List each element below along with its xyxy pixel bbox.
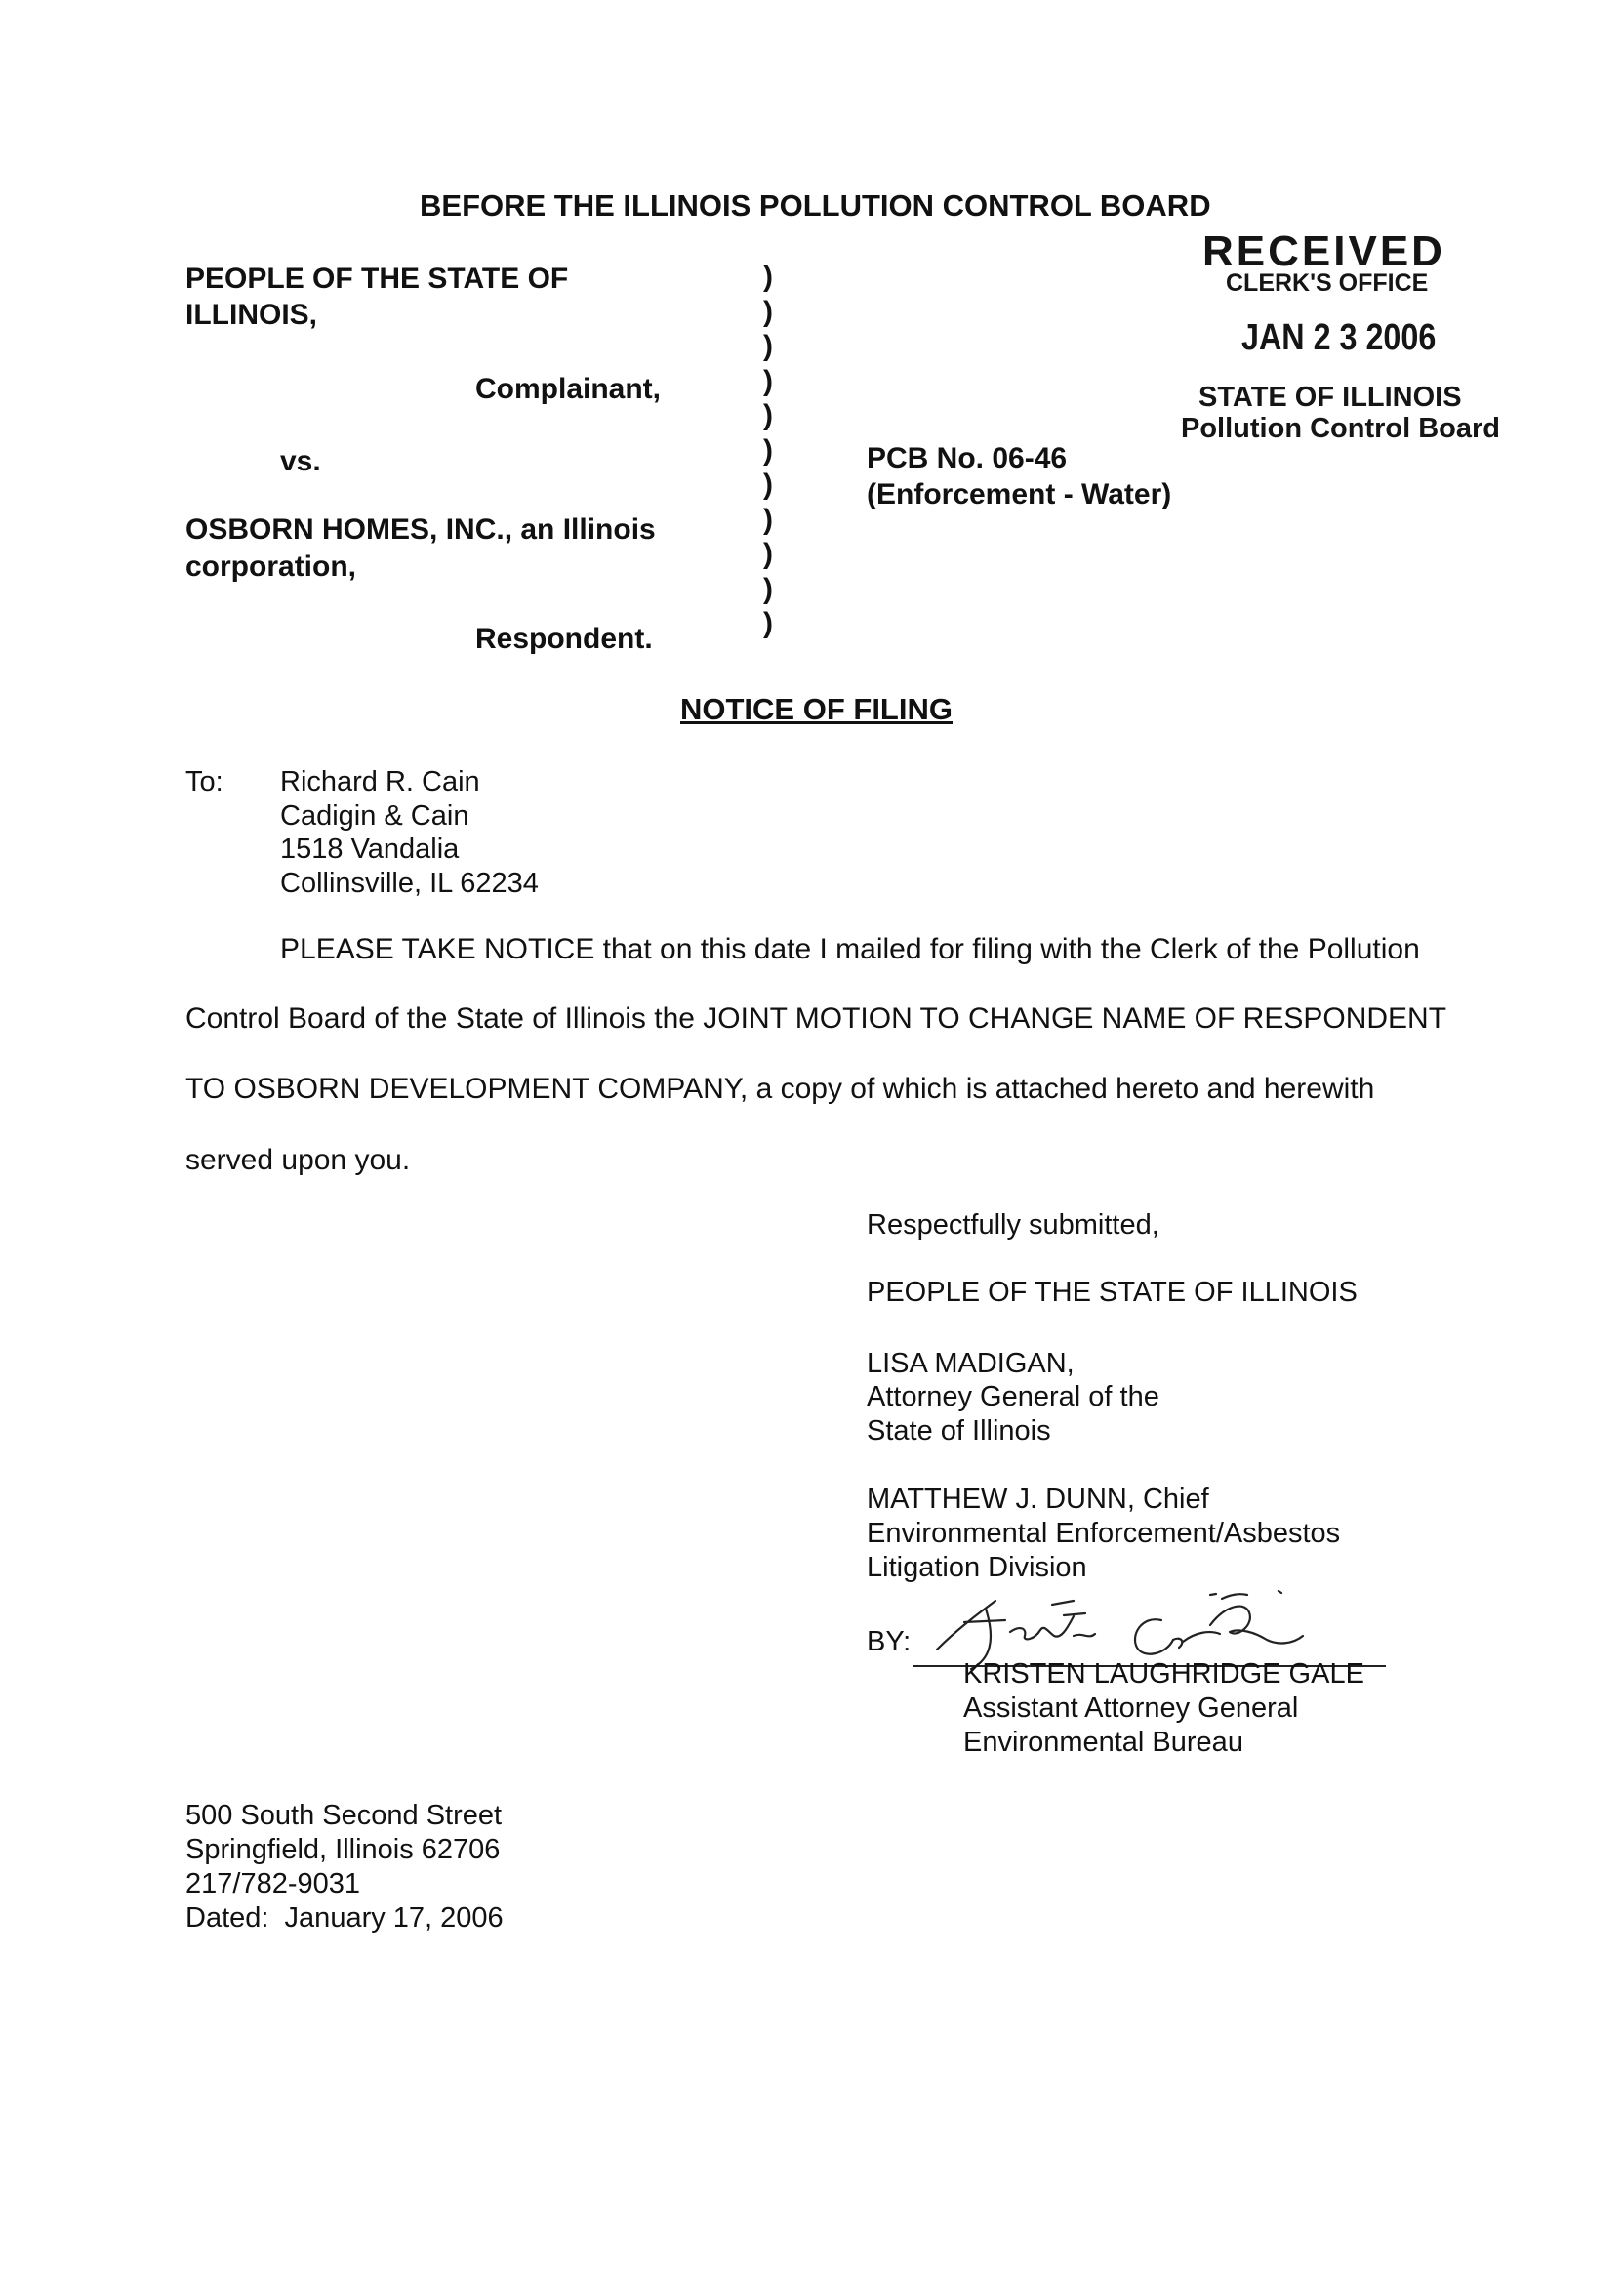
recipient-street: 1518 Vandalia <box>280 834 460 865</box>
caption-paren: ) <box>763 330 773 362</box>
caption-paren: ) <box>763 295 773 328</box>
notice-body-line3: TO OSBORN DEVELOPMENT COMPANY, a copy of which is attached hereto and herewith <box>185 1073 1375 1105</box>
versus-label: vs. <box>280 445 321 477</box>
chief-title-line1: Environmental Enforcement/Asbestos <box>867 1518 1341 1549</box>
address-street: 500 South Second Street <box>185 1800 503 1831</box>
received-stamp-board: Pollution Control Board <box>1181 413 1501 444</box>
closing: Respectfully submitted, <box>867 1209 1159 1241</box>
respondent-label: Respondent. <box>475 623 653 655</box>
dated: Dated: January 17, 2006 <box>185 1902 504 1934</box>
chief-title-line2: Litigation Division <box>867 1552 1087 1583</box>
board-title: BEFORE THE ILLINOIS POLLUTION CONTROL BOARD <box>420 188 1211 223</box>
chief-name: MATTHEW J. DUNN, Chief <box>867 1484 1209 1515</box>
caption-paren: ) <box>763 261 773 293</box>
notice-body-line4: served upon you. <box>185 1144 411 1176</box>
address-city: Springfield, Illinois 62706 <box>185 1834 501 1865</box>
ag-title-line2: State of Illinois <box>867 1415 1051 1447</box>
case-type: (Enforcement - Water) <box>867 478 1172 510</box>
notice-body-line2: Control Board of the State of Illinois the JOINT MOTION TO CHANGE NAME OF RESPONDENT <box>185 1002 1447 1035</box>
caption-paren: ) <box>763 399 773 431</box>
respondent-party-line1: OSBORN HOMES, INC., an Illinois <box>185 513 656 546</box>
recipient-name: Richard R. Cain <box>280 766 480 797</box>
address-phone: 217/782-9031 <box>185 1868 360 1899</box>
signer-name: KRISTEN LAUGHRIDGE GALE <box>963 1658 1364 1690</box>
caption-paren: ) <box>763 364 773 397</box>
complainant-party-line2: ILLINOIS, <box>185 299 317 331</box>
complainant-label: Complainant, <box>475 373 662 405</box>
caption-paren: ) <box>763 433 773 467</box>
signer-title: Assistant Attorney General <box>963 1692 1299 1724</box>
party-name: PEOPLE OF THE STATE OF ILLINOIS <box>867 1277 1358 1308</box>
complainant-party-line1: PEOPLE OF THE STATE OF <box>185 263 569 295</box>
notice-title: NOTICE OF FILING <box>680 692 953 726</box>
signer-unit: Environmental Bureau <box>963 1727 1243 1758</box>
caption-paren: ) <box>763 538 773 570</box>
ag-name: LISA MADIGAN, <box>867 1348 1075 1379</box>
received-stamp-title: RECEIVED <box>1202 227 1445 275</box>
by-label: BY: <box>867 1626 912 1657</box>
caption-paren: ) <box>763 607 773 639</box>
received-stamp-office: CLERK'S OFFICE <box>1226 269 1429 297</box>
recipient-firm: Cadigin & Cain <box>280 800 469 832</box>
received-stamp-date: JAN 2 3 2006 <box>1241 317 1437 358</box>
notice-body-line1: PLEASE TAKE NOTICE that on this date I mailed for filing with the Clerk of the Pollution <box>280 933 1420 965</box>
caption-paren: ) <box>763 572 773 605</box>
case-number: PCB No. 06-46 <box>867 442 1068 474</box>
caption-paren: ) <box>763 469 773 501</box>
recipient-city: Collinsville, IL 62234 <box>280 868 539 899</box>
ag-title-line1: Attorney General of the <box>867 1381 1159 1412</box>
respondent-party-line2: corporation, <box>185 550 357 583</box>
to-label: To: <box>185 766 223 797</box>
caption-paren: ) <box>763 503 773 536</box>
received-stamp-state: STATE OF ILLINOIS <box>1198 382 1462 413</box>
caption-parens <box>763 260 773 641</box>
